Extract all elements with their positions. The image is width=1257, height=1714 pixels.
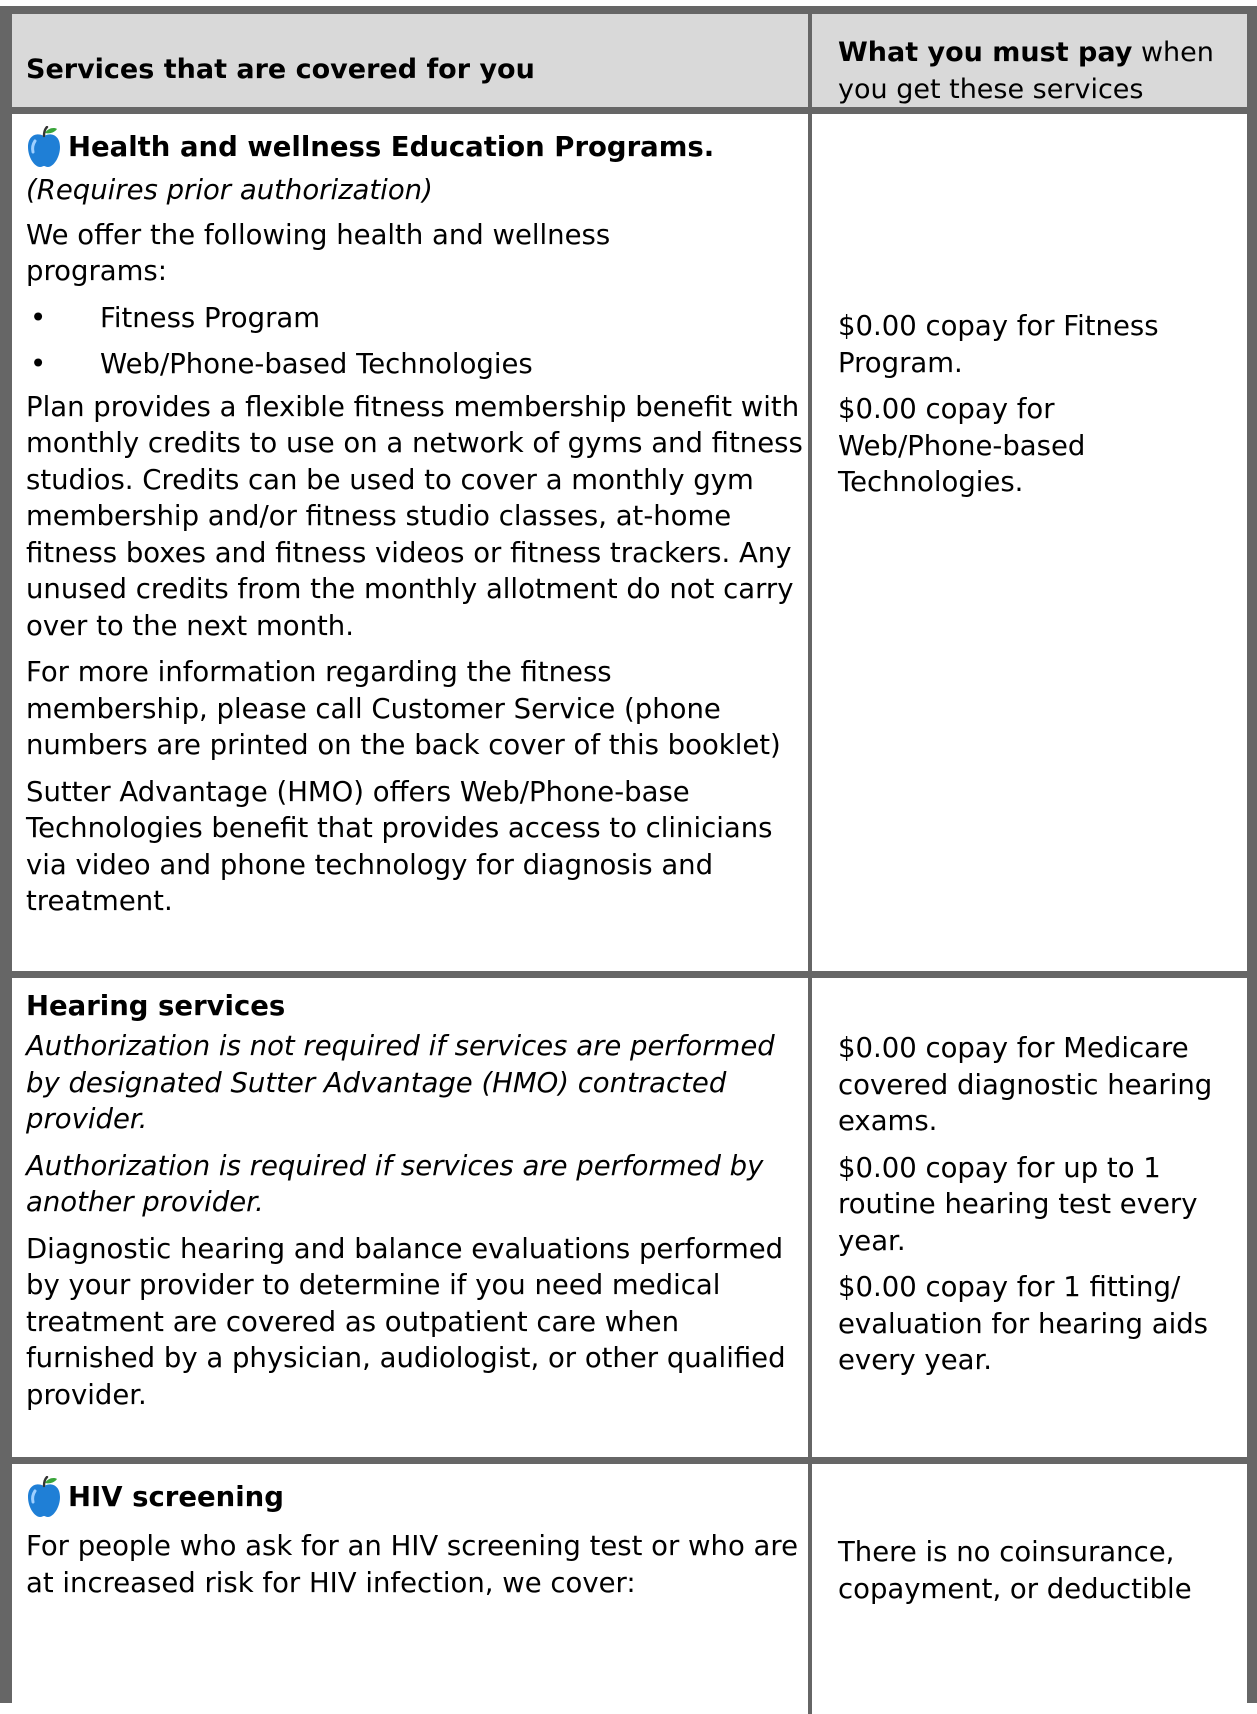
benefits-table — [0, 6, 1257, 1703]
wellness-pay-fitness: $0.00 copay for Fitness Program. — [838, 310, 1159, 379]
apple-icon — [26, 1476, 62, 1518]
hiv-title — [26, 1476, 808, 1518]
hearing-services-cell — [12, 978, 812, 1457]
hearing-title — [26, 990, 808, 1022]
hiv-pay-cell — [812, 1464, 1247, 1714]
wellness-services-cell — [12, 114, 812, 971]
hearing-pay-diagnostic: $0.00 copay for Medicare covered diagnostic hearing exams. — [838, 1032, 1213, 1137]
header-pay-cell — [812, 14, 1247, 107]
hearing-auth-required: Authorization is required if services are performed by another provider. — [26, 1149, 764, 1218]
hiv-services-cell — [12, 1464, 812, 1714]
header-pay-line2: you get these services — [838, 74, 1144, 105]
wellness-more-info: For more information regarding the fitness membership, please call Customer Service (phone numbers are printed on the back cover of this booklet) — [26, 656, 781, 761]
program-label: Web/Phone-based Technologies — [100, 348, 533, 380]
bullet-icon: • — [30, 301, 47, 334]
apple-icon — [26, 126, 62, 168]
table-row-hearing — [12, 978, 1247, 1464]
hearing-pay-fitting: $0.00 copay for 1 fitting/ evaluation for hearing aids every year. — [838, 1271, 1208, 1376]
wellness-pay-cell — [812, 114, 1247, 971]
wellness-technology-description: Sutter Advantage (HMO) offers Web/Phone-base Technologies benefit that provides access to clinicians via video and phone technology for diagnosis and treatment. — [26, 775, 773, 917]
hiv-title-text: HIV screening — [68, 1481, 284, 1513]
table-row-hiv — [12, 1464, 1247, 1714]
program-label: Fitness Program — [100, 301, 321, 334]
header-services-label: Services that are covered for you — [26, 54, 535, 85]
bullet-icon: • — [30, 348, 47, 380]
wellness-pay-technology: $0.00 copay for Web/Phone-based Technologies. — [838, 393, 1086, 498]
hiv-pay-text: There is no coinsurance, copayment, or deductible — [838, 1536, 1192, 1605]
header-services-cell — [12, 14, 812, 107]
hearing-title-text: Hearing services — [26, 990, 286, 1022]
hearing-auth-not-required: Authorization is not required if services are performed by designated Sutter Advantage (HMO) contracted provider. — [26, 1030, 775, 1135]
header-pay-label — [838, 34, 1237, 108]
wellness-intro: We offer the following health and wellness programs: — [26, 218, 611, 287]
wellness-auth-note: (Requires prior authorization) — [26, 174, 433, 206]
header-pay-rest: when — [1132, 37, 1214, 68]
hearing-pay-routine-test: $0.00 copay for up to 1 routine hearing test every year. — [838, 1151, 1198, 1257]
wellness-fitness-description: Plan provides a flexible fitness membership benefit with monthly credits to use on a network of gyms and fitness studios. Credits can be used to cover a monthly gym membership and/or fitness studio classes, at-home fitness boxes and fitness videos or fitness trackers. Any unused credits from the monthly allotment do not carry over to the next month. — [26, 390, 803, 642]
list-item — [26, 346, 808, 383]
wellness-title-text: Health and wellness Education Programs. — [68, 131, 715, 163]
wellness-title — [26, 126, 808, 168]
list-item — [26, 300, 808, 337]
hearing-description: Diagnostic hearing and balance evaluations performed by your provider to determine if you need medical treatment are covered as outpatient care when furnished by a physician, audiologist, or other qualified provider. — [26, 1232, 786, 1411]
header-pay-bold: What you must pay — [838, 37, 1133, 68]
table-row-wellness — [12, 114, 1247, 978]
wellness-program-list — [26, 300, 808, 383]
hiv-description: For people who ask for an HIV screening test or who are at increased risk for HIV infection, we cover: — [26, 1530, 798, 1599]
table-header-row — [12, 14, 1247, 114]
hearing-pay-cell — [812, 978, 1247, 1457]
